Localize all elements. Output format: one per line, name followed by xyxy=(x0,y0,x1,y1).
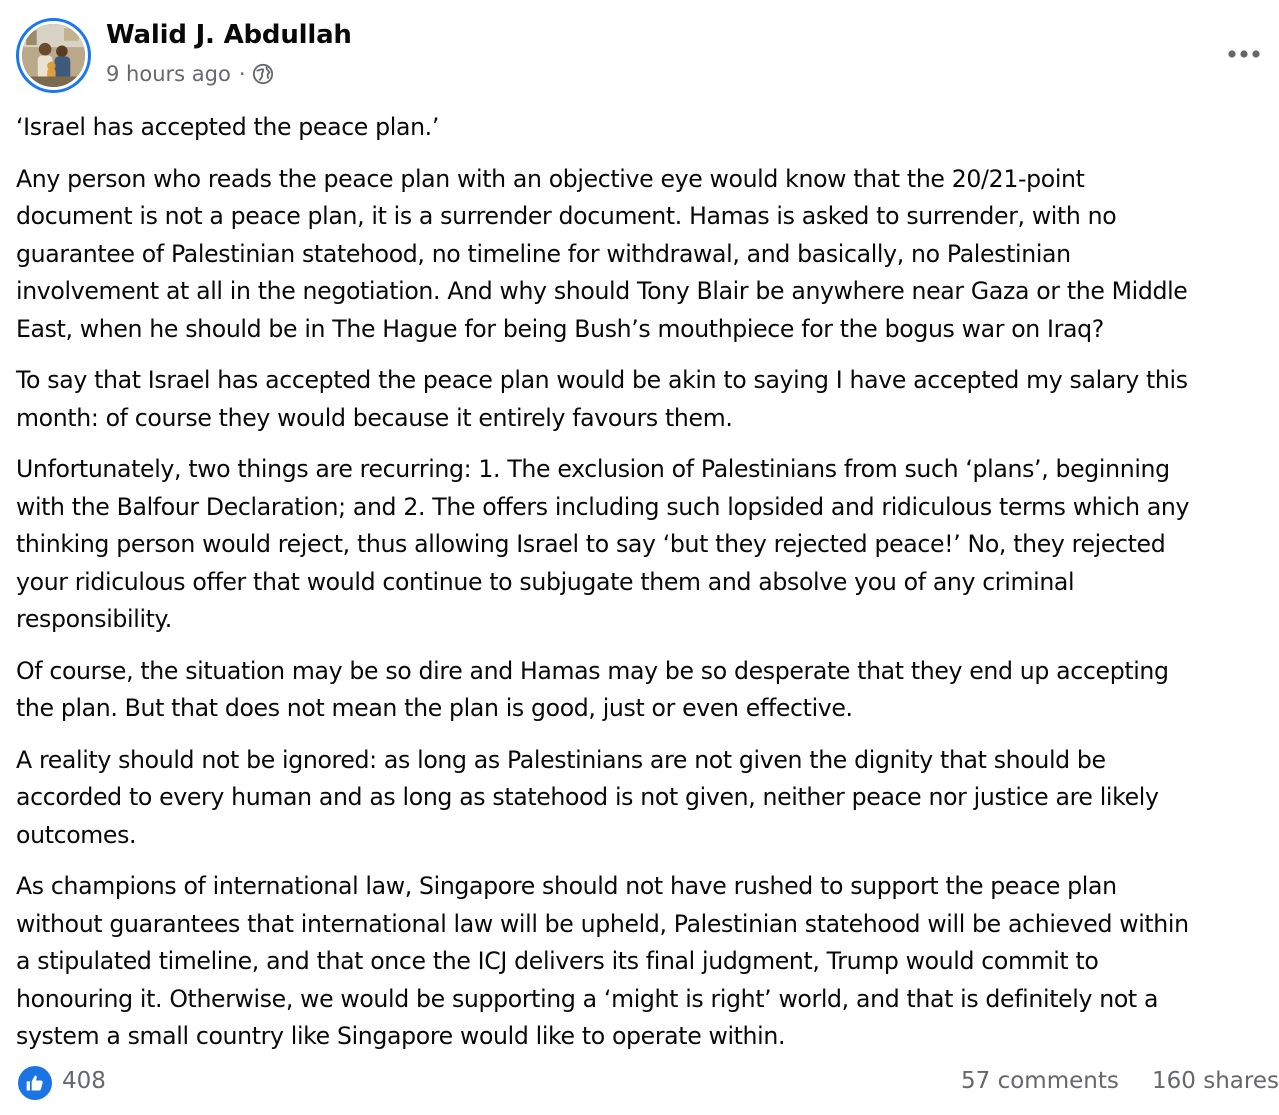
reaction-count[interactable]: 408 xyxy=(62,1068,106,1094)
post-paragraph xyxy=(16,868,1279,1056)
post-line: responsibility. xyxy=(16,605,172,633)
post-line: To say that Israel has accepted the peace plan would be akin to saying I have accepted my salary this xyxy=(16,366,1188,394)
post-line: ‘Israel has accepted the peace plan.’ xyxy=(16,113,439,141)
post-line: East, when he should be in The Hague for being Bush’s mouthpiece for the bogus war on Iraq? xyxy=(16,314,1104,343)
post-body xyxy=(16,109,1279,1070)
post-line: involvement at all in the negotiation. And why should Tony Blair be anywhere near Gaza or the Middle xyxy=(16,277,1188,305)
post-line: a stipulated timeline, and that once the ICJ delivers its final judgment, Trump would commit to xyxy=(16,947,1099,975)
author-name[interactable]: Walid J. Abdullah xyxy=(106,20,352,50)
comments-count[interactable]: 57 comments xyxy=(961,1068,1119,1094)
post-line: guarantee of Palestinian statehood, no timeline for withdrawal, and basically, no Palestinian xyxy=(16,239,1071,268)
more-options-icon xyxy=(1227,49,1261,59)
post-line: document is not a peace plan, it is a surrender document. Hamas is asked to surrender, with no xyxy=(16,202,1117,230)
post-line: Unfortunately, two things are recurring: 1. The exclusion of Palestinians from such ‘plans’, beginning xyxy=(16,455,1170,483)
post-line: month: of course they would because it entirely favours them. xyxy=(16,403,733,432)
post-footer xyxy=(18,1064,1279,1108)
post-paragraph xyxy=(16,362,1279,437)
like-icon[interactable] xyxy=(18,1066,52,1100)
post-paragraph xyxy=(16,161,1279,349)
post-line: Of course, the situation may be so dire and Hamas may be so desperate that they end up accepting xyxy=(16,656,1169,685)
post-timestamp[interactable]: 9 hours ago xyxy=(106,62,231,86)
post-paragraph xyxy=(16,451,1279,639)
post-line: Any person who reads the peace plan with an objective eye would know that the 20/21-point xyxy=(16,164,1085,193)
post-line: with the Balfour Declaration; and 2. The offers including such lopsided and ridiculous terms which any xyxy=(16,492,1190,521)
shares-count[interactable]: 160 shares xyxy=(1152,1068,1279,1094)
avatar[interactable] xyxy=(16,18,91,93)
post-line: thinking person would reject, thus allowing Israel to say ‘but they rejected peace!’ No, they rejected xyxy=(16,530,1166,558)
post-line: outcomes. xyxy=(16,820,137,849)
post-paragraph xyxy=(16,109,1279,147)
post-line: As champions of international law, Singapore should not have rushed to support the peace plan xyxy=(16,872,1117,900)
post-paragraph xyxy=(16,742,1279,855)
post-line: without guarantees that international law will be upheld, Palestinian statehood will be achieved within xyxy=(16,909,1189,938)
avatar-photo xyxy=(19,21,88,90)
post-meta xyxy=(106,62,274,86)
post-line: your ridiculous offer that would continue to subjugate them and absolve you of any criminal xyxy=(16,567,1075,596)
post-header xyxy=(16,18,1266,96)
more-options-button[interactable] xyxy=(1222,36,1266,72)
meta-separator: · xyxy=(238,62,246,86)
post-line: A reality should not be ignored: as long as Palestinians are not given the dignity that should be xyxy=(16,745,1106,774)
globe-icon[interactable] xyxy=(252,63,274,85)
post-line: the plan. But that does not mean the plan is good, just or even effective. xyxy=(16,694,853,722)
post-line: system a small country like Singapore would like to operate within. xyxy=(16,1022,786,1050)
post-paragraph xyxy=(16,653,1279,728)
post-line: accorded to every human and as long as statehood is not given, neither peace nor justice are likely xyxy=(16,783,1159,811)
post-line: honouring it. Otherwise, we would be supporting a ‘might is right’ world, and that is definitely not a xyxy=(16,984,1159,1013)
